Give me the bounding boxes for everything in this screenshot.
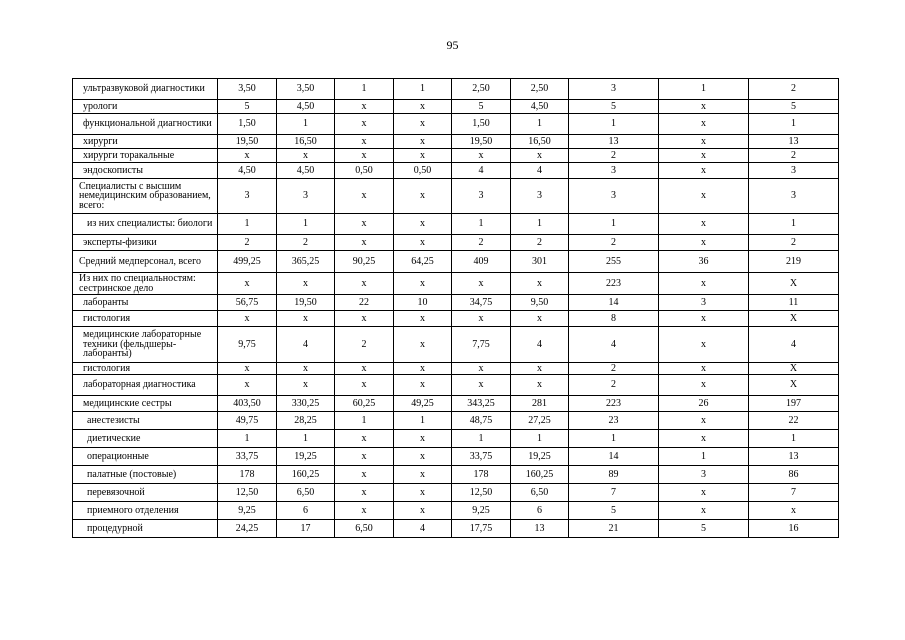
table-cell: 27,25 [511,412,569,430]
table-cell: 12,50 [218,484,277,502]
table-cell: 301 [511,251,569,273]
table-cell: 13 [749,448,839,466]
row-label: гистология [73,363,218,375]
table-cell: 33,75 [452,448,511,466]
table-cell: 90,25 [335,251,394,273]
table-cell: 4 [452,163,511,179]
table-cell: 9,25 [218,502,277,520]
table-cell: х [659,235,749,251]
table-row [73,396,839,412]
table-cell: х [394,484,452,502]
table-cell: 28,25 [277,412,335,430]
table-cell: 1 [569,214,659,235]
table-cell: х [452,273,511,295]
table-row [73,79,839,100]
row-label: хирурги торакальные [73,149,218,163]
table-cell: х [218,363,277,375]
row-label: Средний медперсонал, всего [73,251,218,273]
table-row [73,520,839,538]
table-cell: х [394,135,452,149]
table-cell: 1 [749,214,839,235]
table-cell: х [218,311,277,327]
table-cell: 330,25 [277,396,335,412]
table-cell: х [659,135,749,149]
page-number: 95 [446,38,459,52]
table-cell: Х [749,363,839,375]
table-cell: х [452,149,511,163]
table-row [73,251,839,273]
table-cell: 13 [749,135,839,149]
row-label: эксперты-физики [73,235,218,251]
table-cell: х [335,466,394,484]
table-cell: х [511,273,569,295]
table-cell: х [335,375,394,396]
table-cell: 223 [569,396,659,412]
table-cell: 5 [749,100,839,114]
table-cell: 281 [511,396,569,412]
table-cell: 17,75 [452,520,511,538]
table-cell: 1 [511,430,569,448]
row-label: медицинские сестры [73,396,218,412]
table-cell: х [394,466,452,484]
table-cell: 19,50 [452,135,511,149]
row-label: хирурги [73,135,218,149]
table-cell: 33,75 [218,448,277,466]
table-cell: 12,50 [452,484,511,502]
table-cell: х [335,363,394,375]
table-cell: 1 [335,79,394,100]
table-cell: 14 [569,448,659,466]
table-cell: х [335,100,394,114]
table-cell: х [394,149,452,163]
table-cell: х [659,179,749,214]
table-cell: 255 [569,251,659,273]
table-row [73,273,839,295]
table-cell: 1 [335,412,394,430]
table-cell: 5 [659,520,749,538]
table-cell: х [277,273,335,295]
table-cell: 3 [749,163,839,179]
table-row [73,363,839,375]
table-cell: х [335,311,394,327]
table-row [73,295,839,311]
table-cell: х [218,149,277,163]
table-cell: 34,75 [452,295,511,311]
row-label: Из них по специальностям: сестринское дело [73,273,218,295]
table-cell: 86 [749,466,839,484]
table-cell: 3 [659,466,749,484]
table-cell: 9,25 [452,502,511,520]
table-cell: 22 [749,412,839,430]
table-cell: 19,50 [277,295,335,311]
table-cell: 4,50 [277,100,335,114]
row-label: Специалисты с высшим немедицинским образованием, всего: [73,179,218,214]
table-cell: 56,75 [218,295,277,311]
table-cell: 11 [749,295,839,311]
table-cell: 4 [511,327,569,363]
table-cell: х [394,430,452,448]
table-cell: х [659,327,749,363]
table-cell: 19,50 [218,135,277,149]
table-cell: 3 [452,179,511,214]
table-row [73,311,839,327]
table-cell: 1 [659,79,749,100]
table-cell: 2 [569,363,659,375]
table-cell: х [749,502,839,520]
row-label: диетические [73,430,218,448]
row-label: анестезисты [73,412,218,430]
table-cell: 1 [277,214,335,235]
row-label: лабораторная диагностика [73,375,218,396]
table-cell: 64,25 [394,251,452,273]
table-cell: 9,75 [218,327,277,363]
table-cell: х [452,375,511,396]
table-cell: 6,50 [277,484,335,502]
table-row [73,100,839,114]
table-cell: 5 [218,100,277,114]
table-cell: х [511,311,569,327]
table-cell: 1 [749,114,839,135]
staffing-table [72,78,839,538]
table-cell: 3 [218,179,277,214]
table-cell: х [335,179,394,214]
table-cell: 2 [277,235,335,251]
table-cell: 5 [452,100,511,114]
table-cell: 0,50 [335,163,394,179]
table-cell: х [659,363,749,375]
table-cell: 1 [452,430,511,448]
table-cell: 49,75 [218,412,277,430]
table-cell: х [335,214,394,235]
table-cell: 4 [569,327,659,363]
table-cell: х [394,502,452,520]
table-cell: 10 [394,295,452,311]
table-cell: 499,25 [218,251,277,273]
table-cell: х [394,114,452,135]
table-cell: х [394,100,452,114]
table-cell: 1 [452,214,511,235]
table-cell: х [659,412,749,430]
table-row [73,430,839,448]
table-cell: 2 [452,235,511,251]
table-cell: х [335,273,394,295]
table-cell: 1,50 [452,114,511,135]
table-cell: х [218,375,277,396]
table-cell: 19,25 [277,448,335,466]
row-label: урологи [73,100,218,114]
table-cell: х [394,311,452,327]
table-cell: 5 [569,502,659,520]
table-cell: Х [749,273,839,295]
table-cell: 1 [218,214,277,235]
table-cell: 178 [452,466,511,484]
table-cell: Х [749,375,839,396]
table-cell: 6 [511,502,569,520]
table-cell: 48,75 [452,412,511,430]
table-cell: 4,50 [511,100,569,114]
table-cell: 16,50 [277,135,335,149]
table-row [73,327,839,363]
table-cell: х [659,273,749,295]
table-cell: 409 [452,251,511,273]
table-cell: 3,50 [218,79,277,100]
table-cell: х [659,484,749,502]
table-cell: х [394,179,452,214]
table-cell: х [394,448,452,466]
table-cell: х [659,114,749,135]
table-cell: 1 [749,430,839,448]
table-cell: 26 [659,396,749,412]
table-cell: 60,25 [335,396,394,412]
table-cell: х [659,430,749,448]
table-cell: х [659,100,749,114]
table-cell: 2 [749,149,839,163]
table-cell: х [335,502,394,520]
row-label: эндоскописты [73,163,218,179]
table-cell: 365,25 [277,251,335,273]
table-row [73,502,839,520]
table-cell: 160,25 [277,466,335,484]
table-cell: 7 [749,484,839,502]
table-cell: х [335,235,394,251]
table-cell: 1 [218,430,277,448]
table-cell: Х [749,311,839,327]
table-row [73,235,839,251]
row-label: операционные [73,448,218,466]
row-label: палатные (постовые) [73,466,218,484]
table-cell: х [659,214,749,235]
table-cell: 1 [277,430,335,448]
table-cell: 197 [749,396,839,412]
table-cell: 219 [749,251,839,273]
table-cell: 21 [569,520,659,538]
table-cell: х [394,327,452,363]
table-cell: 23 [569,412,659,430]
table-cell: 14 [569,295,659,311]
table-cell: 4 [749,327,839,363]
table-cell: х [659,502,749,520]
table-row [73,466,839,484]
table-cell: 3 [569,179,659,214]
table-cell: 3 [569,79,659,100]
table-cell: х [511,149,569,163]
table-cell: х [277,375,335,396]
table-cell: 1 [394,79,452,100]
table-cell: х [277,311,335,327]
table-cell: 8 [569,311,659,327]
table-cell: 5 [569,100,659,114]
table-cell: 2 [218,235,277,251]
table-cell: 36 [659,251,749,273]
row-label: лаборанты [73,295,218,311]
table-cell: 22 [335,295,394,311]
table-row [73,163,839,179]
table-cell: 13 [569,135,659,149]
table-cell: 403,50 [218,396,277,412]
table-cell: 3 [511,179,569,214]
table-cell: 19,25 [511,448,569,466]
table-cell: 3 [277,179,335,214]
table-cell: 49,25 [394,396,452,412]
table-cell: х [335,448,394,466]
table-cell: 223 [569,273,659,295]
table-cell: 4 [511,163,569,179]
table-cell: 9,50 [511,295,569,311]
table-row [73,214,839,235]
table-cell: х [277,149,335,163]
table-cell: 89 [569,466,659,484]
table-row [73,149,839,163]
table-cell: х [335,114,394,135]
table-cell: 24,25 [218,520,277,538]
row-label: медицинские лабораторные техники (фельдшеры-лаборанты) [73,327,218,363]
table-cell: х [277,363,335,375]
row-label: из них специалисты: биологи [73,214,218,235]
table-cell: 3 [749,179,839,214]
table-cell: 4,50 [277,163,335,179]
table-cell: 2 [569,149,659,163]
row-label: приемного отделения [73,502,218,520]
table-cell: 2 [569,235,659,251]
table-cell: 2 [511,235,569,251]
table-cell: х [452,311,511,327]
table-cell: 343,25 [452,396,511,412]
table-cell: х [394,363,452,375]
table-cell: 7 [569,484,659,502]
table-cell: 16,50 [511,135,569,149]
table-cell: 3 [659,295,749,311]
table-cell: х [335,149,394,163]
table-body [73,79,839,538]
table-cell: 0,50 [394,163,452,179]
table-row [73,448,839,466]
table-cell: 1,50 [218,114,277,135]
table-cell: 1 [277,114,335,135]
table-row [73,375,839,396]
table-cell: 2 [335,327,394,363]
table-cell: 13 [511,520,569,538]
table-cell: х [394,235,452,251]
table-cell: 17 [277,520,335,538]
table-cell: 7,75 [452,327,511,363]
row-label: функциональной диагностики [73,114,218,135]
table-row [73,135,839,149]
table-row [73,179,839,214]
table-cell: 6,50 [335,520,394,538]
table-cell: 6 [277,502,335,520]
table-cell: х [394,273,452,295]
table-cell: 3,50 [277,79,335,100]
table-cell: 160,25 [511,466,569,484]
table-cell: 2,50 [452,79,511,100]
table-cell: 4,50 [218,163,277,179]
row-label: гистология [73,311,218,327]
table-cell: х [394,214,452,235]
table-cell: х [335,135,394,149]
table-cell: 1 [659,448,749,466]
table-cell: 2 [749,235,839,251]
table-cell: 16 [749,520,839,538]
table-cell: х [659,163,749,179]
table-cell: х [659,311,749,327]
table-row [73,114,839,135]
row-label: ультразвуковой диагностики [73,79,218,100]
table-cell: х [511,375,569,396]
table-cell: х [452,363,511,375]
table-cell: 4 [277,327,335,363]
table-cell: 1 [569,114,659,135]
table-cell: х [659,149,749,163]
table-cell: 1 [511,214,569,235]
row-label: процедурной [73,520,218,538]
table-cell: 6,50 [511,484,569,502]
table-cell: х [218,273,277,295]
table-cell: 4 [394,520,452,538]
table-row [73,412,839,430]
table-cell: х [659,375,749,396]
table-row [73,484,839,502]
table-cell: 178 [218,466,277,484]
table-cell: х [394,375,452,396]
table-cell: 3 [569,163,659,179]
table-cell: 2 [569,375,659,396]
table-cell: х [335,484,394,502]
table-cell: 2,50 [511,79,569,100]
table-cell: 1 [569,430,659,448]
table-cell: 1 [394,412,452,430]
table-cell: х [335,430,394,448]
row-label: перевязочной [73,484,218,502]
table-cell: 2 [749,79,839,100]
table-cell: 1 [511,114,569,135]
table-cell: х [511,363,569,375]
